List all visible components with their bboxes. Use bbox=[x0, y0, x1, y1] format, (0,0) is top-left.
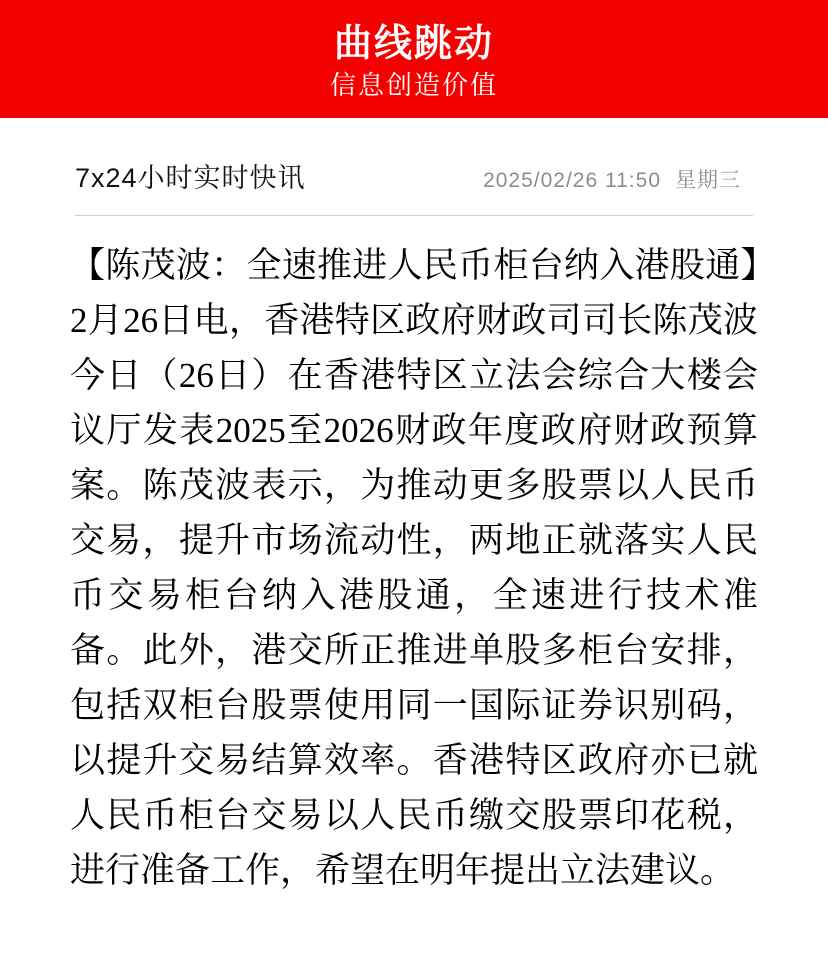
site-subtitle: 信息创造价值 bbox=[329, 71, 498, 100]
article-container bbox=[0, 216, 828, 898]
site-title: 曲线跳动 bbox=[333, 23, 494, 65]
timestamp: 2025/02/26 11:50 bbox=[483, 169, 661, 192]
feed-label: 7x24小时实时快讯 bbox=[75, 163, 306, 193]
meta-row bbox=[0, 118, 828, 195]
weekday: 星期三 bbox=[675, 169, 741, 192]
article-body: 【陈茂波：全速推进人民币柜台纳入港股通】2月26日电，香港特区政府财政司司长陈茂波今日（26日）在香港特区立法会综合大楼会议厅发表2025至2026财政年度政府财政预算案。陈茂波表示，为推动更多股票以人民币交易，提升市场流动性，两地正就落实人民币交易柜台纳入港股通，全速进行技术准备。此外，港交所正推进单股多柜台安排，包括双柜台股票使用同一国际证券识别码，以提升交易结算效率。香港特区政府亦已就人民币柜台交易以人民币缴交股票印花税，进行准备工作，希望在明年提出立法建议。 bbox=[70, 246, 758, 890]
site-banner bbox=[0, 0, 828, 118]
